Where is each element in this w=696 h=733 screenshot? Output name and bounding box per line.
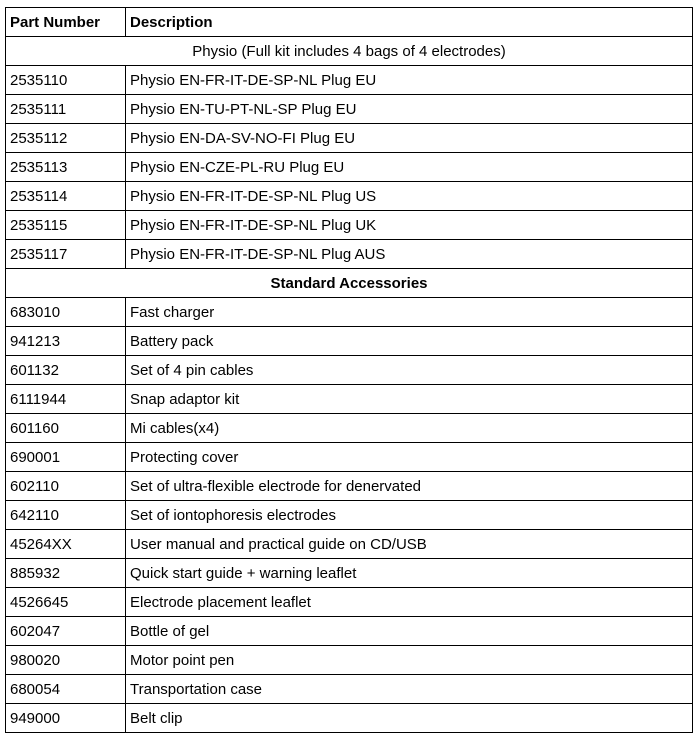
section-title: Physio (Full kit includes 4 bags of 4 electrodes): [6, 37, 693, 66]
table-row: [6, 588, 693, 617]
table-row: [6, 124, 693, 153]
description-cell: Physio EN-TU-PT-NL-SP Plug EU: [126, 95, 693, 124]
description-cell: Transportation case: [126, 675, 693, 704]
table-row: [6, 530, 693, 559]
table-row: [6, 327, 693, 356]
part-number-cell: 642110: [6, 501, 126, 530]
part-number-cell: 949000: [6, 704, 126, 733]
header-description: Description: [126, 8, 693, 37]
part-number-cell: 601132: [6, 356, 126, 385]
section-title: Standard Accessories: [6, 269, 693, 298]
part-number-cell: 2535114: [6, 182, 126, 211]
table-row: [6, 472, 693, 501]
part-number-cell: 2535117: [6, 240, 126, 269]
description-cell: Physio EN-FR-IT-DE-SP-NL Plug EU: [126, 66, 693, 95]
parts-table-sheet: [5, 7, 692, 733]
description-cell: Physio EN-FR-IT-DE-SP-NL Plug UK: [126, 211, 693, 240]
description-cell: Quick start guide + warning leaflet: [126, 559, 693, 588]
part-number-cell: 2535111: [6, 95, 126, 124]
table-row: [6, 211, 693, 240]
table-row: [6, 675, 693, 704]
description-cell: Set of ultra-flexible electrode for denervated: [126, 472, 693, 501]
part-number-cell: 2535110: [6, 66, 126, 95]
part-number-cell: 885932: [6, 559, 126, 588]
table-row: [6, 356, 693, 385]
part-number-cell: 941213: [6, 327, 126, 356]
description-cell: Snap adaptor kit: [126, 385, 693, 414]
description-cell: Set of iontophoresis electrodes: [126, 501, 693, 530]
header-part-number: Part Number: [6, 8, 126, 37]
table-row: [6, 501, 693, 530]
part-number-cell: 602047: [6, 617, 126, 646]
table-row: [6, 704, 693, 733]
table-row: [6, 182, 693, 211]
table-row: [6, 95, 693, 124]
part-number-cell: 2535112: [6, 124, 126, 153]
part-number-cell: 690001: [6, 443, 126, 472]
table-row: [6, 617, 693, 646]
part-number-cell: 602110: [6, 472, 126, 501]
part-number-cell: 2535115: [6, 211, 126, 240]
table-row: [6, 443, 693, 472]
part-number-cell: 45264XX: [6, 530, 126, 559]
description-cell: Fast charger: [126, 298, 693, 327]
description-cell: Protecting cover: [126, 443, 693, 472]
description-cell: Set of 4 pin cables: [126, 356, 693, 385]
description-cell: User manual and practical guide on CD/USB: [126, 530, 693, 559]
part-number-cell: 4526645: [6, 588, 126, 617]
table-row: [6, 153, 693, 182]
table-row: [6, 66, 693, 95]
description-cell: Battery pack: [126, 327, 693, 356]
part-number-cell: 601160: [6, 414, 126, 443]
section-row: [6, 37, 693, 66]
part-number-cell: 6111944: [6, 385, 126, 414]
description-cell: Physio EN-FR-IT-DE-SP-NL Plug US: [126, 182, 693, 211]
description-cell: Mi cables(x4): [126, 414, 693, 443]
table-row: [6, 414, 693, 443]
table-row: [6, 646, 693, 675]
section-row: [6, 269, 693, 298]
description-cell: Bottle of gel: [126, 617, 693, 646]
table-row: [6, 298, 693, 327]
header-row: [6, 8, 693, 37]
part-number-cell: 2535113: [6, 153, 126, 182]
table-row: [6, 385, 693, 414]
description-cell: Motor point pen: [126, 646, 693, 675]
table-row: [6, 240, 693, 269]
part-number-cell: 680054: [6, 675, 126, 704]
description-cell: Physio EN-FR-IT-DE-SP-NL Plug AUS: [126, 240, 693, 269]
table-row: [6, 559, 693, 588]
description-cell: Belt clip: [126, 704, 693, 733]
parts-table: [5, 7, 693, 733]
part-number-cell: 980020: [6, 646, 126, 675]
part-number-cell: 683010: [6, 298, 126, 327]
description-cell: Physio EN-CZE-PL-RU Plug EU: [126, 153, 693, 182]
description-cell: Physio EN-DA-SV-NO-FI Plug EU: [126, 124, 693, 153]
table-body: [6, 37, 693, 733]
description-cell: Electrode placement leaflet: [126, 588, 693, 617]
